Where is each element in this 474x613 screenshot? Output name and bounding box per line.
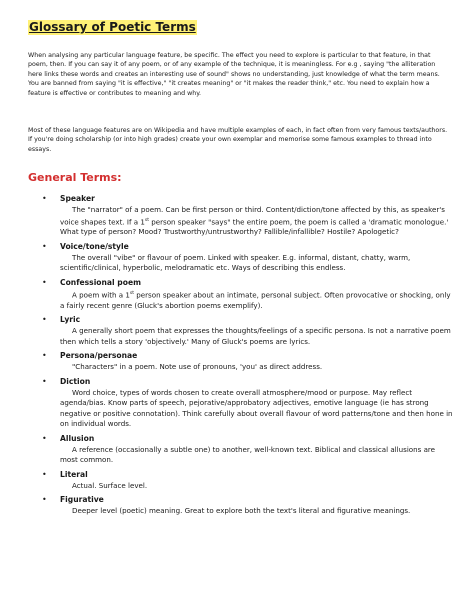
term-definition: Deeper level (poetic) meaning. Great to explore both the text's literal and figurative meanings. (72, 506, 411, 516)
bullet-icon: • (42, 315, 47, 325)
terms-list (36, 193, 456, 520)
section-heading: General Terms: (28, 171, 122, 184)
term-diction (36, 376, 456, 430)
term-voice-tone-style (36, 241, 456, 274)
term-definition: A reference (occasionally a subtle one) to another, well-known text. Biblical and classical allusions are most common. (60, 444, 436, 465)
term-literal (36, 469, 456, 492)
term-name: Literal (60, 469, 88, 479)
term-persona (36, 350, 456, 373)
bullet-icon: • (42, 277, 47, 287)
term-name: Lyric (60, 315, 81, 325)
bullet-icon: • (42, 241, 47, 251)
term-definition: "Characters" in a poem. Note use of pronouns, 'you' as direct address. (72, 362, 323, 372)
intro-paragraph-2: Most of these language features are on Wikipedia and have multiple examples of each, in fact often from very famous texts/authors. If you're doing scholarship (or into high grades) create your own exemplar and memorise some famous examples to thread into essays. (28, 127, 448, 153)
term-name: Confessional poem (60, 277, 142, 287)
term-name: Allusion (60, 433, 95, 443)
term-name: Voice/tone/style (60, 241, 129, 251)
term-figurative (36, 494, 456, 517)
term-definition: The "narrator" of a poem. Can be first person or third. Content/diction/tone affected by this, as speaker's voice shapes text. If a 1st person speaker "says" the entire poem, the poem is called a 'dramatic monologue.' What type of person? Mood? Trustworthy/untrustworthy? Fallible/infallible? Hostile? Apologetic? (60, 205, 449, 237)
term-speaker (36, 193, 456, 238)
term-definition: A poem with a 1st person speaker about an intimate, personal subject. Often provocative or shocking, only a fairly recent genre (Gluck's abortion poems exemplify). (60, 290, 451, 310)
bullet-icon: • (42, 351, 47, 361)
term-lyric (36, 314, 456, 347)
term-definition: Word choice, types of words chosen to create overall atmosphere/mood or purpose. May reflect agenda/bias. Know parts of speech, pejorative/approbatory adjectives, emotive language (ie has strong negative or positive connotation). Think carefully about overall flavour of word patterns/tone and then hone in on individual words. (60, 387, 453, 429)
bullet-icon: • (42, 376, 47, 386)
term-definition: Actual. Surface level. (72, 480, 148, 490)
bullet-icon: • (42, 469, 47, 479)
term-name: Diction (60, 376, 91, 386)
bullet-icon: • (42, 194, 47, 203)
page-title: Glossary of Poetic Terms (29, 20, 196, 34)
term-name: Persona/personae (60, 351, 138, 361)
term-allusion (36, 433, 456, 466)
term-confessional-poem (36, 277, 456, 311)
bullet-icon: • (42, 433, 47, 443)
bullet-icon: • (42, 495, 47, 505)
term-definition: A generally short poem that expresses the thoughts/feelings of a specific persona. Is not a narrative poem then which tells a story 'objectively.' Many of Gluck's poems are lyrics. (60, 326, 451, 346)
term-name: Speaker (60, 194, 95, 203)
term-definition: The overall "vibe" or flavour of poem. Linked with speaker. E.g. informal, distant, chatty, warm, scientific/clinical, hyperbolic, melodramatic etc. Ways of describing this endless. (60, 252, 411, 273)
intro-paragraph-1: When analysing any particular language feature, be specific. The effect you need to explore is particular to that feature, in that poem, then. If you can say it of any poem, or of any example of the technique, it is meaningless. For e.g , saying "the alliteration here links these words and creates an interesting use of sound" shows no understanding, just knowledge of what the term means. You are banned from saying "it is effective," "it creates meaning" or "it makes the reader think," etc. You need to explain how a feature is effective or contributes to meaning and why. (28, 52, 440, 97)
term-name: Figurative (60, 495, 104, 505)
